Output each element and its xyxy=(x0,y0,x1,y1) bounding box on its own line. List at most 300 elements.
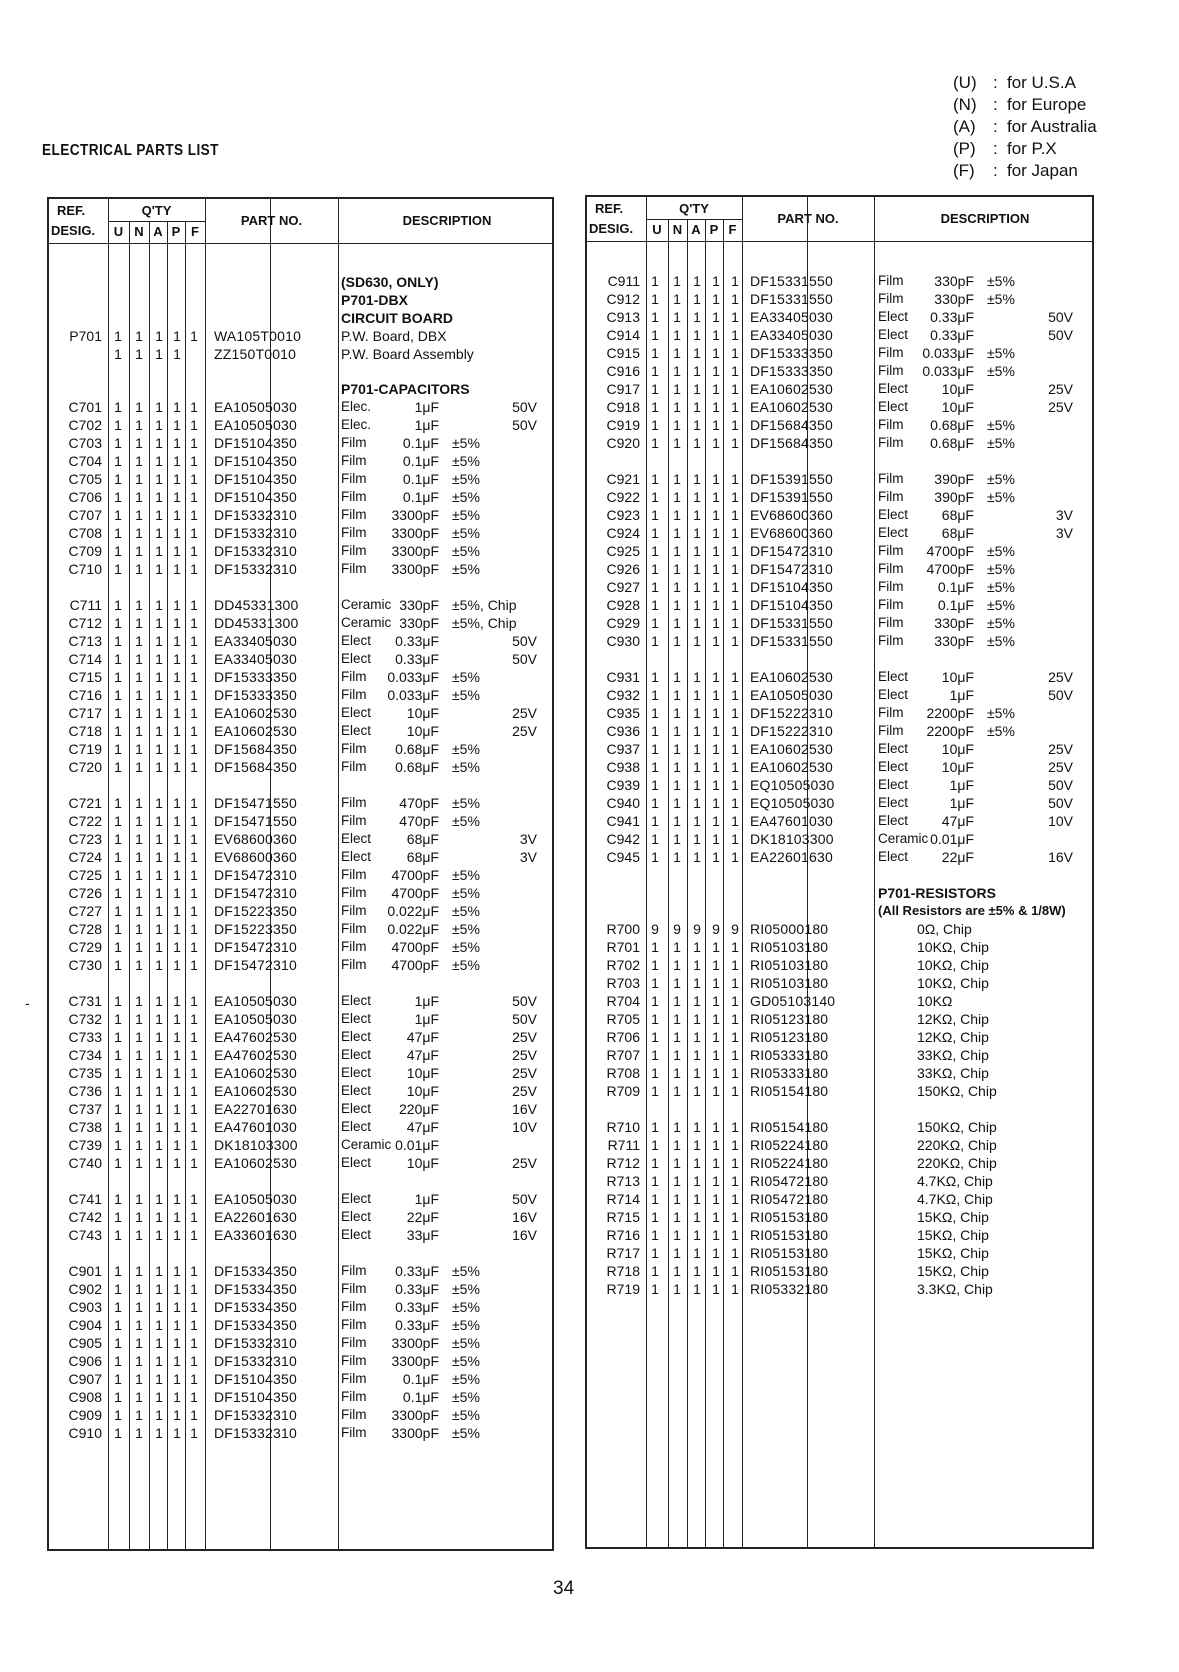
qty-f: 1 xyxy=(731,273,739,289)
ref-designator: C902 xyxy=(68,1281,102,1297)
part-number: DF15333350 xyxy=(214,687,297,703)
ref-designator: R719 xyxy=(606,1281,640,1297)
qty-a: 1 xyxy=(155,1227,163,1243)
voltage-rating: 25V xyxy=(512,705,537,721)
component-value: 0.01μF xyxy=(930,831,974,847)
ref-designator: R714 xyxy=(606,1191,640,1207)
component-type: Elect xyxy=(878,777,909,792)
qty-a: 1 xyxy=(693,327,701,343)
qty-a: 1 xyxy=(155,795,163,811)
qty-n: 1 xyxy=(673,1191,681,1207)
component-value: 0.33μF xyxy=(930,327,974,343)
qty-f: 1 xyxy=(190,813,198,829)
qty-a: 1 xyxy=(693,561,701,577)
part-number: EA22601630 xyxy=(214,1209,297,1225)
header-part-no: PART NO. xyxy=(240,213,303,228)
part-number: DF15684350 xyxy=(750,417,833,433)
qty-n: 1 xyxy=(135,1191,143,1207)
qty-f: 1 xyxy=(190,1281,198,1297)
component-value: 10μF xyxy=(941,399,974,415)
table-row xyxy=(587,830,1092,848)
table-row xyxy=(49,650,552,668)
ref-designator: C914 xyxy=(606,327,640,343)
qty-a: 1 xyxy=(155,885,163,901)
table-row xyxy=(49,884,552,902)
part-number: DF15223350 xyxy=(214,921,297,937)
resistor-value: 150KΩ, Chip xyxy=(917,1083,997,1099)
component-value: 0.33μF xyxy=(395,651,439,667)
qty-f: 1 xyxy=(190,543,198,559)
qty-f: 1 xyxy=(190,1353,198,1369)
qty-n: 1 xyxy=(135,723,143,739)
qty-f: 1 xyxy=(190,1425,198,1441)
voltage-rating: 50V xyxy=(512,1191,537,1207)
qty-n: 1 xyxy=(673,1065,681,1081)
legend-row xyxy=(953,160,1097,182)
ref-designator: C743 xyxy=(68,1227,102,1243)
qty-f: 1 xyxy=(190,1137,198,1153)
part-number: EA10602530 xyxy=(214,705,297,721)
qty-f: 1 xyxy=(190,633,198,649)
component-value: 68μF xyxy=(941,507,974,523)
qty-u: 1 xyxy=(114,1299,122,1315)
component-value: 390pF xyxy=(934,471,974,487)
ref-designator: C941 xyxy=(606,813,640,829)
legend-code: (F) xyxy=(953,161,975,180)
qty-n: 1 xyxy=(135,1407,143,1423)
part-number: EA10602530 xyxy=(750,759,833,775)
part-number: DF15222310 xyxy=(750,705,833,721)
component-value: 1μF xyxy=(949,777,974,793)
qty-a: 1 xyxy=(693,1029,701,1045)
qty-u: 1 xyxy=(651,579,659,595)
qty-p: 1 xyxy=(173,669,181,685)
table-row xyxy=(587,344,1092,362)
qty-a: 1 xyxy=(155,1263,163,1279)
part-number: RI05103180 xyxy=(750,939,829,955)
qty-f: 1 xyxy=(190,1065,198,1081)
qty-p: 1 xyxy=(173,1227,181,1243)
qty-f: 1 xyxy=(190,1209,198,1225)
qty-f: 1 xyxy=(190,669,198,685)
qty-u: 1 xyxy=(651,345,659,361)
table-row xyxy=(587,596,1092,614)
part-number: DF15104350 xyxy=(750,597,833,613)
qty-n: 1 xyxy=(135,489,143,505)
qty-n: 1 xyxy=(135,849,143,865)
qty-n: 1 xyxy=(673,615,681,631)
qty-u: 1 xyxy=(651,687,659,703)
qty-a: 1 xyxy=(155,705,163,721)
qty-u: 1 xyxy=(114,435,122,451)
component-type: Ceramic xyxy=(341,597,392,612)
part-number: RI05123180 xyxy=(750,1029,829,1045)
ref-designator: C924 xyxy=(606,525,640,541)
qty-n: 1 xyxy=(673,417,681,433)
component-value: 390pF xyxy=(934,489,974,505)
component-type: Film xyxy=(341,1407,367,1422)
part-number: EA22701630 xyxy=(214,1101,297,1117)
section-heading xyxy=(49,291,552,309)
qty-p: 1 xyxy=(173,759,181,775)
component-type: Film xyxy=(341,1425,367,1440)
section-heading-text: P701-RESISTORS xyxy=(878,885,997,901)
qty-a: 1 xyxy=(693,975,701,991)
qty-p: 1 xyxy=(173,723,181,739)
ref-designator: R704 xyxy=(606,993,640,1009)
component-value: 10μF xyxy=(406,723,439,739)
table-row xyxy=(49,1226,552,1244)
qty-a: 1 xyxy=(693,777,701,793)
tolerance: ±5% xyxy=(452,1299,480,1315)
qty-a: 1 xyxy=(693,669,701,685)
qty-f: 1 xyxy=(190,1101,198,1117)
qty-f: 1 xyxy=(731,831,739,847)
qty-u: 1 xyxy=(114,885,122,901)
qty-u: 1 xyxy=(651,1209,659,1225)
qty-p: 1 xyxy=(712,795,720,811)
qty-p: 1 xyxy=(712,615,720,631)
header-qty: Q'TY xyxy=(679,201,709,216)
component-value: 0.1μF xyxy=(402,489,439,505)
component-type: Elect xyxy=(341,1029,372,1044)
qty-f: 1 xyxy=(731,525,739,541)
qty-u: 1 xyxy=(114,1209,122,1225)
table-row xyxy=(49,902,552,920)
table-row xyxy=(587,632,1092,650)
qty-f: 1 xyxy=(731,363,739,379)
part-number: RI05472180 xyxy=(750,1191,829,1207)
qty-a: 1 xyxy=(693,705,701,721)
ref-designator: C912 xyxy=(606,291,640,307)
qty-n: 1 xyxy=(135,1047,143,1063)
qty-f: 1 xyxy=(731,795,739,811)
table-row xyxy=(49,848,552,866)
component-type: Film xyxy=(341,453,367,468)
component-type: Film xyxy=(878,561,904,576)
resistor-value: 33KΩ, Chip xyxy=(917,1047,989,1063)
qty-a: 1 xyxy=(155,957,163,973)
table-row xyxy=(49,722,552,740)
table-row xyxy=(587,272,1092,290)
component-type: Film xyxy=(878,435,904,450)
component-type: Elect xyxy=(341,633,372,648)
qty-a: 1 xyxy=(155,1011,163,1027)
qty-n: 1 xyxy=(135,507,143,523)
component-type: Elect xyxy=(878,759,909,774)
description: P.W. Board, DBX xyxy=(341,328,447,344)
qty-n: 1 xyxy=(135,543,143,559)
component-type: Film xyxy=(341,939,367,954)
component-type: Elect xyxy=(341,1191,372,1206)
part-number: EQ10505030 xyxy=(750,777,835,793)
tolerance: ±5% xyxy=(452,1407,480,1423)
table-row xyxy=(49,1100,552,1118)
part-number: RI05154180 xyxy=(750,1083,829,1099)
component-type: Film xyxy=(341,1281,367,1296)
qty-u: 1 xyxy=(114,1011,122,1027)
qty-n: 1 xyxy=(673,345,681,361)
qty-n: 1 xyxy=(673,1281,681,1297)
qty-f: 1 xyxy=(190,957,198,973)
component-type: Film xyxy=(341,921,367,936)
qty-a: 1 xyxy=(155,831,163,847)
qty-a: 1 xyxy=(155,1047,163,1063)
header-rule xyxy=(49,243,552,244)
voltage-rating: 50V xyxy=(512,993,537,1009)
qty-u: 1 xyxy=(114,1425,122,1441)
component-type: Film xyxy=(341,759,367,774)
qty-p: 1 xyxy=(712,399,720,415)
qty-a: 1 xyxy=(155,687,163,703)
qty-u: 1 xyxy=(114,741,122,757)
qty-p: 1 xyxy=(712,723,720,739)
qty-a: 1 xyxy=(155,525,163,541)
qty-p: 1 xyxy=(173,1353,181,1369)
ref-designator: C719 xyxy=(68,741,102,757)
qty-f: 1 xyxy=(731,1263,739,1279)
qty-n: 1 xyxy=(673,633,681,649)
table-row xyxy=(49,345,552,363)
header-part-no: PART NO. xyxy=(777,211,839,226)
part-number: DF15684350 xyxy=(214,741,297,757)
tolerance: ±5% xyxy=(987,633,1015,649)
qty-f: 1 xyxy=(190,435,198,451)
table-row xyxy=(587,416,1092,434)
table-row xyxy=(49,1280,552,1298)
component-value: 3300pF xyxy=(391,1425,439,1441)
voltage-rating: 25V xyxy=(1048,669,1073,685)
tolerance: ±5% xyxy=(987,615,1015,631)
qty-n: 1 xyxy=(673,1119,681,1135)
qty-u: 1 xyxy=(651,561,659,577)
ref-designator: C916 xyxy=(606,363,640,379)
qty-p: 1 xyxy=(712,1263,720,1279)
legend-separator: : xyxy=(993,139,998,158)
qty-u: 1 xyxy=(114,867,122,883)
qty-n: 1 xyxy=(135,633,143,649)
tolerance: ±5% xyxy=(452,561,480,577)
qty-p: 1 xyxy=(173,849,181,865)
part-number: EA10602530 xyxy=(214,1065,297,1081)
qty-p: 1 xyxy=(712,489,720,505)
qty-f: 1 xyxy=(190,1407,198,1423)
qty-u: 1 xyxy=(114,1263,122,1279)
qty-f: 1 xyxy=(190,1029,198,1045)
part-number: DF15472310 xyxy=(214,957,297,973)
table-row xyxy=(49,506,552,524)
qty-n: 1 xyxy=(673,723,681,739)
qty-a: 1 xyxy=(155,1191,163,1207)
qty-f: 1 xyxy=(190,1389,198,1405)
qty-u: 1 xyxy=(114,831,122,847)
part-number: DF15472310 xyxy=(750,543,833,559)
qty-f: 1 xyxy=(190,921,198,937)
qty-p: 1 xyxy=(712,1227,720,1243)
qty-u: 1 xyxy=(114,813,122,829)
table-row xyxy=(587,1028,1092,1046)
header-ref: REF. xyxy=(595,201,624,216)
qty-n: 1 xyxy=(673,507,681,523)
ref-designator: C713 xyxy=(68,633,102,649)
qty-n: 1 xyxy=(673,399,681,415)
resistor-value: 10KΩ, Chip xyxy=(917,957,989,973)
resistor-value: 10KΩ xyxy=(917,993,953,1009)
component-type: Film xyxy=(878,597,904,612)
qty-u: 1 xyxy=(114,1371,122,1387)
qty-n: 1 xyxy=(673,957,681,973)
qty-f: 1 xyxy=(190,759,198,775)
section-heading xyxy=(49,309,552,327)
tolerance: ±5% xyxy=(452,741,480,757)
ref-designator: C729 xyxy=(68,939,102,955)
qty-f: 1 xyxy=(731,399,739,415)
component-value: 0.68μF xyxy=(930,435,974,451)
qty-p: 1 xyxy=(712,1011,720,1027)
legend-row xyxy=(953,116,1097,138)
qty-p: 9 xyxy=(712,921,720,937)
component-value: 1μF xyxy=(414,417,439,433)
table-row xyxy=(49,686,552,704)
ref-designator: C735 xyxy=(68,1065,102,1081)
component-type: Film xyxy=(878,273,904,288)
tolerance: ±5% xyxy=(452,921,480,937)
ref-designator: R712 xyxy=(606,1155,640,1171)
qty-f: 1 xyxy=(731,1011,739,1027)
qty-p: 1 xyxy=(712,1173,720,1189)
qty-p: 1 xyxy=(712,831,720,847)
part-number: DF15332310 xyxy=(214,1353,297,1369)
qty-u: 1 xyxy=(651,1065,659,1081)
part-number: DF15334350 xyxy=(214,1263,297,1279)
qty-p: 1 xyxy=(712,327,720,343)
ref-designator: R707 xyxy=(606,1047,640,1063)
part-number: DF15333350 xyxy=(214,669,297,685)
component-value: 0.033μF xyxy=(922,363,974,379)
qty-u: 1 xyxy=(114,669,122,685)
ref-designator: C917 xyxy=(606,381,640,397)
qty-f: 1 xyxy=(190,903,198,919)
margin-mark: - xyxy=(25,995,30,1011)
ref-designator: C727 xyxy=(68,903,102,919)
qty-n: 1 xyxy=(135,1209,143,1225)
qty-a: 1 xyxy=(155,723,163,739)
qty-u: 9 xyxy=(651,921,659,937)
component-value: 0.1μF xyxy=(402,453,439,469)
qty-n: 1 xyxy=(135,435,143,451)
ref-designator: C905 xyxy=(68,1335,102,1351)
qty-f: 1 xyxy=(731,777,739,793)
component-type: Ceramic xyxy=(878,831,929,846)
table-row xyxy=(587,506,1092,524)
qty-f: 1 xyxy=(731,1227,739,1243)
qty-p: 1 xyxy=(173,417,181,433)
component-value: 1μF xyxy=(949,795,974,811)
header-qty-u: U xyxy=(113,224,124,239)
component-value: 330pF xyxy=(934,273,974,289)
qty-a: 1 xyxy=(693,471,701,487)
qty-p: 1 xyxy=(712,291,720,307)
ref-designator: R713 xyxy=(606,1173,640,1189)
qty-a: 1 xyxy=(693,1155,701,1171)
tolerance: ±5% xyxy=(987,489,1015,505)
qty-n: 1 xyxy=(673,1083,681,1099)
qty-a: 1 xyxy=(155,921,163,937)
part-number: EV68600360 xyxy=(214,849,297,865)
ref-designator: C740 xyxy=(68,1155,102,1171)
header-qty-a: A xyxy=(153,224,163,239)
qty-p: 1 xyxy=(712,1065,720,1081)
ref-designator: C721 xyxy=(68,795,102,811)
qty-n: 1 xyxy=(673,975,681,991)
table-row xyxy=(587,614,1092,632)
table-row xyxy=(49,1388,552,1406)
part-number: EA10602530 xyxy=(750,669,833,685)
qty-u: 1 xyxy=(114,1119,122,1135)
tolerance: ±5% xyxy=(452,1281,480,1297)
table-row xyxy=(49,1010,552,1028)
ref-designator: C909 xyxy=(68,1407,102,1423)
qty-u: 1 xyxy=(651,399,659,415)
table-row xyxy=(587,938,1092,956)
legend-row xyxy=(953,138,1097,160)
qty-p: 1 xyxy=(173,885,181,901)
qty-p: 1 xyxy=(173,328,181,344)
ref-designator: P701 xyxy=(69,328,102,344)
component-value: 3300pF xyxy=(391,561,439,577)
component-value: 0.1μF xyxy=(937,579,974,595)
qty-p: 1 xyxy=(712,993,720,1009)
component-value: 0.1μF xyxy=(402,471,439,487)
qty-p: 1 xyxy=(712,669,720,685)
tolerance: ±5% xyxy=(452,1371,480,1387)
table-row xyxy=(49,1208,552,1226)
ref-designator: R701 xyxy=(606,939,640,955)
tolerance: ±5% xyxy=(452,1335,480,1351)
table-row xyxy=(587,560,1092,578)
ref-designator: R715 xyxy=(606,1209,640,1225)
qty-p: 1 xyxy=(173,957,181,973)
part-number: RI05333180 xyxy=(750,1047,829,1063)
header-desig: DESIG. xyxy=(589,221,634,236)
part-number: DF15331550 xyxy=(750,615,833,631)
table-row xyxy=(49,740,552,758)
component-value: 0.1μF xyxy=(402,435,439,451)
qty-n: 1 xyxy=(135,759,143,775)
qty-a: 1 xyxy=(155,1101,163,1117)
resistor-value: 33KΩ, Chip xyxy=(917,1065,989,1081)
component-type: Elect xyxy=(878,669,909,684)
ref-designator: R702 xyxy=(606,957,640,973)
ref-designator: R710 xyxy=(606,1119,640,1135)
qty-p: 1 xyxy=(173,687,181,703)
tolerance: ±5% xyxy=(987,705,1015,721)
component-type: Film xyxy=(341,669,367,684)
qty-p: 1 xyxy=(173,1155,181,1171)
qty-u: 1 xyxy=(651,327,659,343)
qty-n: 1 xyxy=(135,1227,143,1243)
part-number: DF15222310 xyxy=(750,723,833,739)
ref-designator: C925 xyxy=(606,543,640,559)
part-number: EQ10505030 xyxy=(750,795,835,811)
qty-a: 1 xyxy=(155,1371,163,1387)
part-number: EA33405030 xyxy=(214,651,297,667)
qty-a: 1 xyxy=(155,903,163,919)
voltage-rating: 10V xyxy=(512,1119,537,1135)
qty-n: 1 xyxy=(673,759,681,775)
qty-p: 1 xyxy=(173,507,181,523)
qty-p: 1 xyxy=(173,813,181,829)
